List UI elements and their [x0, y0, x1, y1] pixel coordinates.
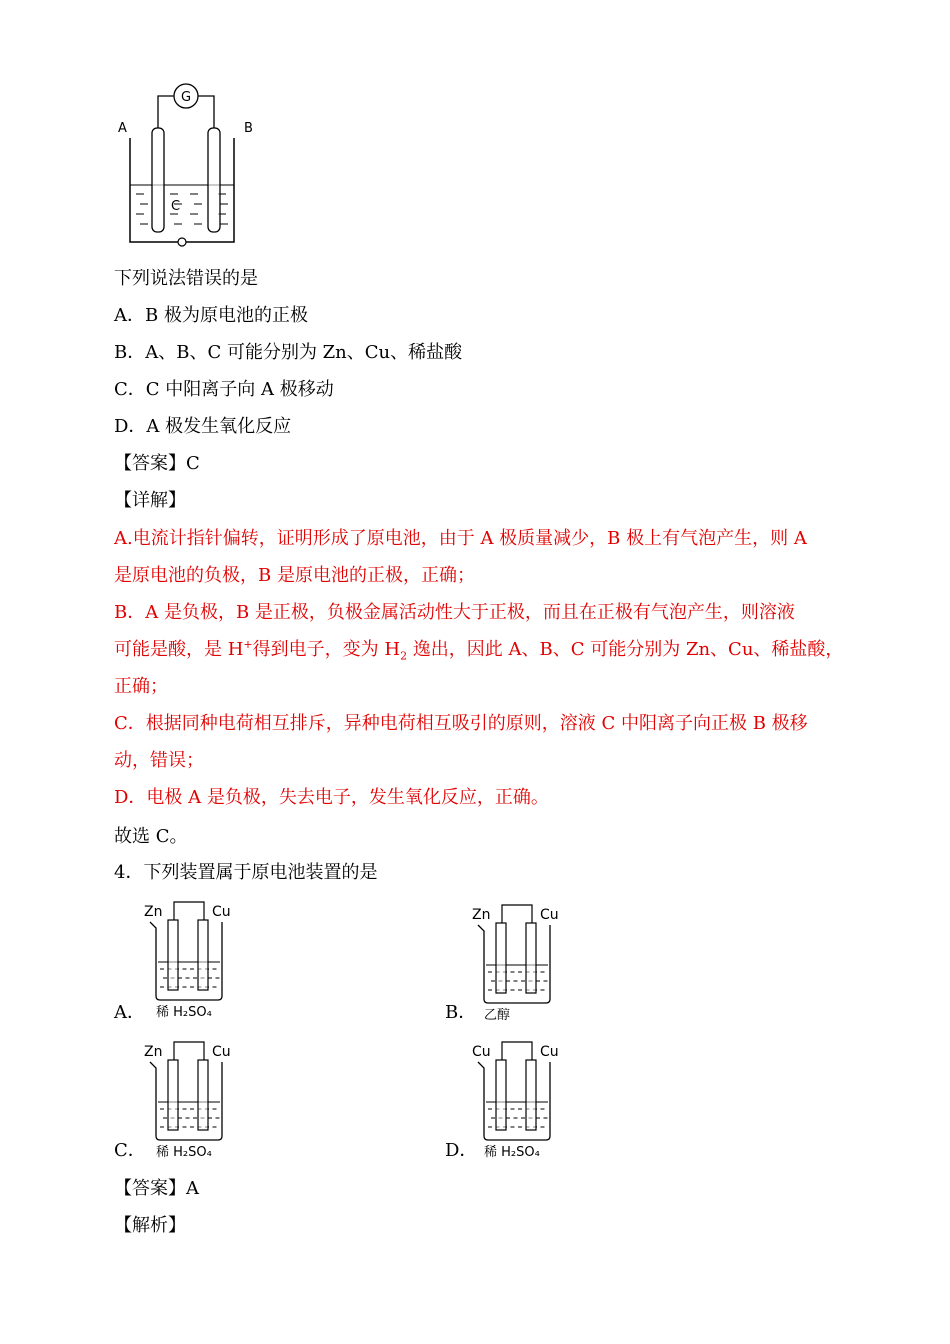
option-a: A．B 极为原电池的正极 [114, 305, 308, 326]
right-electrode-label: Cu [212, 1044, 231, 1060]
electrode [168, 920, 178, 990]
electrode [496, 1060, 506, 1130]
q4-answer-line [114, 1178, 199, 1200]
electrode [198, 1060, 208, 1130]
explain-c-line1: C．根据同种电荷相互排斥，异种电荷相互吸引的原则，溶液 C 中阳离子向正极 B 极移 [114, 713, 808, 734]
q4-answer-value: A [186, 1178, 199, 1199]
beaker-diagram-c [140, 1032, 250, 1162]
answer-value: C [186, 453, 200, 474]
beaker [150, 922, 222, 1000]
question-4-stem: 4．下列装置属于原电池装置的是 [114, 862, 378, 883]
q4-option-a-letter: A． [114, 1002, 145, 1023]
q4-analysis-tag: 【解析】 [114, 1215, 186, 1236]
solution-label: 稀 H₂SO₄ [156, 1005, 212, 1020]
right-electrode-label: Cu [540, 907, 559, 923]
explain-a-line1: A.电流计指针偏转，证明形成了原电池，由于 A 极质量减少，B 极上有气泡产生，则 A [114, 528, 807, 549]
electrode [168, 1060, 178, 1130]
left-electrode-label: Zn [472, 907, 491, 923]
option-b: B．A、B、C 可能分别为 Zn、Cu、稀盐酸 [114, 342, 463, 363]
beaker [150, 1062, 222, 1140]
explain-tag: 【详解】 [114, 490, 186, 511]
solution-label: 稀 H₂SO₄ [156, 1145, 212, 1160]
electrode-a-label: A [118, 121, 127, 136]
right-electrode-label: Cu [212, 904, 231, 920]
wire [174, 1042, 204, 1060]
electrode [526, 923, 536, 993]
q4-answer-tag: 【答案】 [114, 1178, 186, 1199]
solution-label: 稀 H₂SO₄ [484, 1145, 540, 1160]
explain-b-line3: 正确； [114, 676, 168, 697]
option-c: C．C 中阳离子向 A 极移动 [114, 379, 334, 400]
electrode [526, 1060, 536, 1130]
q4-option-b-letter: B． [445, 1002, 477, 1023]
solution-c-label: C [171, 199, 181, 214]
beaker-diagram-b [468, 895, 578, 1025]
electrode [496, 923, 506, 993]
electrode-b-label: B [244, 121, 253, 136]
q4-option-d-letter: D． [445, 1140, 478, 1161]
galvanic-cell-diagram [114, 80, 274, 250]
right-electrode-label: Cu [540, 1044, 559, 1060]
beaker-diagram-a [140, 892, 250, 1022]
left-electrode-label: Zn [144, 1044, 163, 1060]
wire [502, 1042, 532, 1060]
beaker [478, 1062, 550, 1140]
solution-label: 乙醇 [484, 1008, 511, 1023]
left-electrode-label: Cu [472, 1044, 491, 1060]
conclusion: 故选 C。 [114, 826, 188, 847]
left-electrode-label: Zn [144, 904, 163, 920]
question-stem: 下列说法错误的是 [114, 268, 258, 289]
option-d: D．A 极发生氧化反应 [114, 416, 292, 437]
answer-tag: 【答案】 [114, 453, 186, 474]
explain-b-line2: 可能是酸，是 H+得到电子，变为 $H_2$ 逸出，因此 A、B、C 可能分别为 Zn、Cu、稀盐酸， [114, 638, 844, 663]
explain-b-line1: B．A 是负极，B 是正极，负极金属活动性大于正极，而且在正极有气泡产生，则溶液 [114, 602, 795, 623]
explain-a-line2: 是原电池的负极，B 是原电池的正极，正确； [114, 565, 475, 586]
wire [174, 902, 204, 920]
explain-d-line1: D．电极 A 是负极，失去电子，发生氧化反应，正确。 [114, 787, 549, 808]
electrode [198, 920, 208, 990]
beaker-diagram-d [468, 1032, 578, 1162]
beaker [478, 925, 550, 1003]
answer-line [114, 453, 200, 475]
q4-option-c-letter: C． [114, 1140, 146, 1161]
wire [502, 905, 532, 923]
explain-c-line2: 动，错误； [114, 750, 204, 771]
galvanometer-label: G [181, 90, 192, 105]
